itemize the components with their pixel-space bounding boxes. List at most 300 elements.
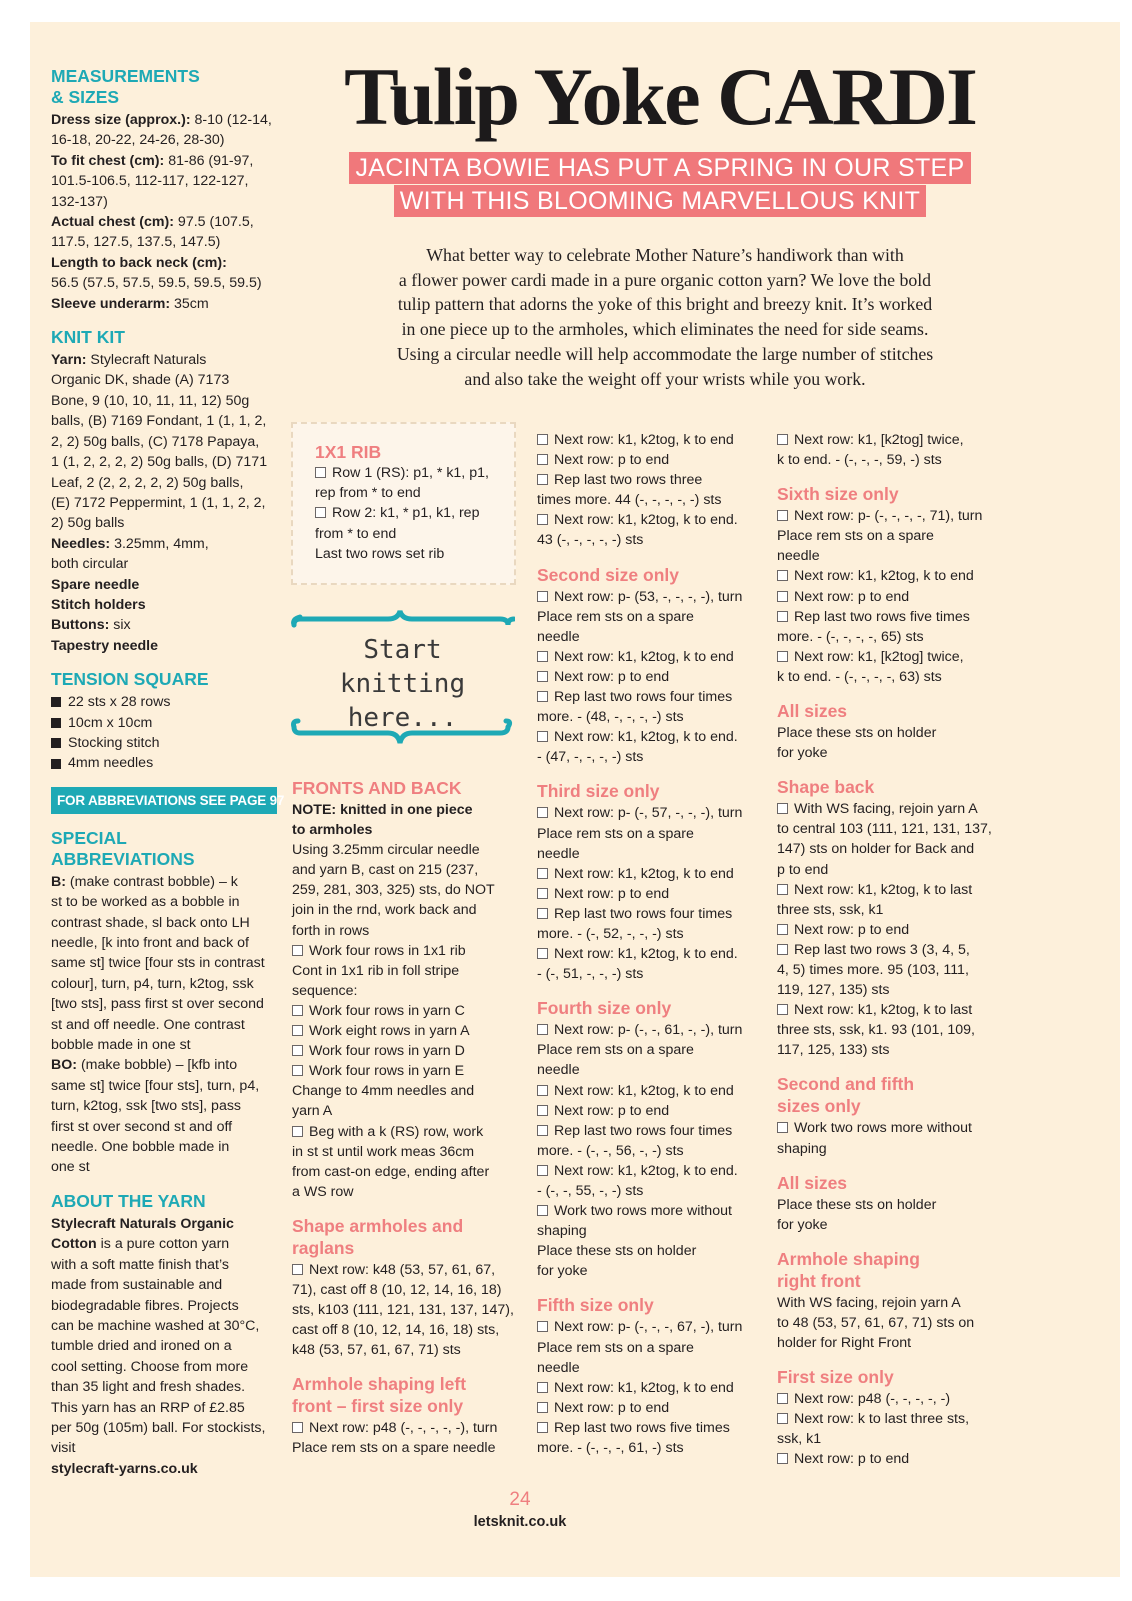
instruction-text: Rep last two rows five times [794, 608, 970, 625]
instruction-text: Work eight rows in yarn A [309, 1023, 470, 1040]
instruction-text: Work two rows more without [794, 1120, 972, 1137]
sidebar-line [51, 1214, 277, 1234]
instruction-line [777, 799, 1017, 819]
instruction-block [537, 1295, 767, 1458]
instruction-text: Next row: p to end [554, 1399, 670, 1416]
instruction-line [777, 980, 1017, 1000]
instruction-text: Place rem sts on a spare [537, 608, 694, 625]
instruction-line [537, 510, 767, 530]
sidebar-line [51, 872, 277, 892]
checkbox-icon[interactable] [537, 434, 548, 445]
instruction-block [777, 777, 1017, 1060]
line-text: 81-86 (91-97, [164, 152, 254, 169]
checkbox-icon[interactable] [537, 868, 548, 879]
instruction-line [537, 1241, 767, 1261]
instruction-line [537, 1358, 767, 1378]
instruction-line [777, 627, 1017, 647]
instruction-block [777, 701, 1017, 763]
checkbox-icon[interactable] [777, 434, 788, 445]
instruction-line [537, 470, 767, 490]
instruction-text: Next row: p to end [554, 668, 670, 685]
line-text: both circular [51, 556, 129, 573]
section-heading: right front [777, 1270, 861, 1291]
instruction-block [292, 1216, 522, 1360]
checkbox-icon[interactable] [292, 1065, 303, 1076]
line-text: colour], turn, p4, turn, k2tog, ssk [51, 975, 254, 992]
sidebar-line [51, 1357, 277, 1377]
instruction-text: holder for Right Front [777, 1335, 912, 1351]
line-text: Bone, 9 (10, 10, 11, 11, 12) 50g [51, 392, 250, 409]
instruction-line [777, 430, 1017, 450]
instruction-line [777, 723, 1017, 743]
checkbox-icon[interactable] [537, 1165, 548, 1176]
sidebar-line [51, 595, 277, 615]
instruction-text: - (47, -, -, -, -) sts [537, 749, 644, 766]
instruction-text: Work four rows in yarn C [309, 1002, 465, 1019]
sidebar-line [51, 493, 277, 513]
tension-item [51, 753, 277, 773]
instruction-text: needle [537, 1062, 580, 1079]
instruction-text: Place rem sts on a spare [537, 1339, 694, 1356]
about-yarn-section [51, 1191, 277, 1479]
instruction-text: to 48 (53, 57, 61, 67, 71) sts on [777, 1314, 975, 1331]
instruction-text: 4, 5) times more. 95 (103, 111, [777, 961, 969, 978]
sidebar-line [51, 1296, 277, 1316]
instruction-text: Next row: p48 (-, -, -, -, -), turn [309, 1420, 498, 1437]
instruction-line [777, 880, 1017, 900]
instruction-text: Rep last two rows four times [554, 1122, 733, 1139]
tension-section [51, 669, 277, 774]
instruction-line [292, 941, 522, 961]
line-text: is a pure cotton yarn [96, 1236, 230, 1253]
checkbox-icon[interactable] [537, 1321, 548, 1332]
instruction-line [777, 839, 1017, 859]
instruction-line [537, 727, 767, 747]
start-line: Start [363, 635, 442, 665]
instruction-line [537, 1181, 767, 1201]
sidebar-line [51, 1275, 277, 1295]
checkbox-icon[interactable] [537, 1205, 548, 1216]
sidebar-line [51, 171, 277, 191]
instruction-text: k to end. - (-, -, -, 59, -) sts [777, 452, 942, 469]
instruction-line [537, 707, 767, 727]
instruction-line [315, 483, 514, 503]
instruction-text: Next row: k1, k2tog, k to last [794, 1002, 973, 1019]
line-text: Stylecraft Naturals [86, 352, 207, 369]
sidebar-line [51, 1438, 277, 1458]
instruction-line [777, 506, 1017, 526]
intro-paragraph [335, 243, 995, 391]
instruction-text: more. - (-, 52, -, -, -) sts [537, 925, 684, 942]
instruction-block [537, 998, 767, 1281]
sidebar [51, 66, 285, 1492]
instruction-block [777, 1173, 1017, 1235]
bold-label: Stitch holders [51, 596, 146, 613]
checkbox-icon[interactable] [537, 888, 548, 899]
instruction-line [537, 450, 767, 470]
instruction-line [777, 1139, 1017, 1159]
instruction-line [537, 844, 767, 864]
abbreviations-notice: FOR ABBREVIATIONS SEE PAGE 97 [51, 787, 277, 814]
start-line: knitting [339, 669, 466, 699]
instruction-text: Next row: p- (-, 57, -, -, -), turn [554, 805, 743, 822]
knit-kit-lines [51, 350, 277, 656]
knit-kit-heading: KNIT KIT [51, 327, 125, 348]
instruction-line [292, 1001, 522, 1021]
instruction-text: ssk, k1 [777, 1431, 822, 1448]
checkbox-icon[interactable] [537, 1422, 548, 1433]
bold-label: Dress size (approx.): [51, 112, 191, 128]
sidebar-line [51, 1076, 277, 1096]
sidebar-line [51, 513, 277, 533]
instruction-text: more. - (48, -, -, -, -) sts [537, 709, 684, 726]
checkbox-icon[interactable] [292, 1005, 303, 1016]
line-text: st to be worked as a bobble in [51, 894, 240, 911]
bold-label: Actual chest (cm): [51, 214, 174, 231]
instruction-text: Rep last two rows five times [554, 1419, 730, 1436]
square-bullet-icon [51, 738, 61, 748]
checkbox-icon[interactable] [777, 1122, 788, 1133]
tension-heading: TENSION SQUARE [51, 669, 209, 690]
checkbox-icon[interactable] [777, 884, 788, 895]
checkbox-icon[interactable] [777, 1453, 788, 1464]
checkbox-icon[interactable] [777, 651, 788, 662]
instruction-line [292, 921, 522, 941]
sidebar-line [51, 933, 277, 953]
line-text: same st] twice [four sts], turn, p4, [51, 1077, 260, 1094]
checkbox-icon[interactable] [537, 454, 548, 465]
checkbox-icon[interactable] [315, 507, 326, 518]
instruction-text: Next row: k to last three sts, [794, 1411, 970, 1428]
checkbox-icon[interactable] [537, 1105, 548, 1116]
checkbox-icon[interactable] [537, 671, 548, 682]
instruction-block [537, 430, 767, 551]
checkbox-icon[interactable] [292, 1422, 303, 1433]
instruction-line [537, 1040, 767, 1060]
sidebar-line [51, 1157, 277, 1177]
instruction-line [292, 1162, 522, 1182]
instruction-line [777, 940, 1017, 960]
start-knitting-text [290, 633, 515, 735]
instruction-line [537, 1020, 767, 1040]
tension-item-text: Stocking stitch [68, 734, 160, 751]
instruction-line [537, 647, 767, 667]
checkbox-icon[interactable] [777, 611, 788, 622]
line-text: 8-10 (12-14, [190, 112, 272, 128]
instruction-line [292, 1081, 522, 1101]
checkbox-icon[interactable] [537, 807, 548, 818]
sidebar-line [51, 615, 277, 635]
instruction-line [777, 587, 1017, 607]
instruction-text: Next row: k1, [k2tog] twice, [794, 648, 964, 665]
instruction-line [537, 1261, 767, 1281]
instruction-line [537, 1398, 767, 1418]
bold-label: Sleeve underarm: [51, 295, 171, 312]
checkbox-icon[interactable] [777, 1004, 788, 1015]
instruction-text: Next row: k1, [k2tog] twice, [794, 432, 964, 448]
instruction-text: Next row: p48 (-, -, -, -, -) [794, 1391, 951, 1408]
page-title: Tulip Yoke CARDI [344, 51, 976, 142]
checkbox-icon[interactable] [537, 474, 548, 485]
line-text: (make contrast bobble) – k [65, 873, 238, 890]
instruction-line [537, 1141, 767, 1161]
sidebar-line [51, 1117, 277, 1137]
sidebar-line [51, 1055, 277, 1075]
instruction-text: Next row: p- (-, -, 61, -, -), turn [554, 1022, 743, 1039]
instruction-line [292, 1438, 522, 1458]
bold-label: Length to back neck (cm): [51, 254, 227, 271]
checkbox-icon[interactable] [537, 1382, 548, 1393]
instruction-line [292, 1260, 522, 1280]
sidebar-line [51, 1035, 277, 1055]
instruction-line [777, 1040, 1017, 1060]
instruction-line [777, 607, 1017, 627]
instruction-line [777, 1333, 1017, 1353]
instruction-text: Next row: p- (-, -, -, 67, -), turn [554, 1319, 743, 1336]
instruction-text: needle [537, 845, 580, 862]
section-heading: All sizes [777, 701, 848, 722]
sidebar-line [51, 110, 277, 130]
instruction-line [537, 1121, 767, 1141]
sidebar-line [51, 1459, 277, 1479]
instruction-line [537, 1161, 767, 1181]
instruction-line [292, 1280, 522, 1300]
sidebar-line [51, 1234, 277, 1254]
instruction-line [292, 1021, 522, 1041]
instruction-line [777, 1195, 1017, 1215]
checkbox-icon[interactable] [537, 731, 548, 742]
checkbox-icon[interactable] [315, 467, 326, 478]
instruction-line [537, 530, 767, 550]
about-yarn-heading: ABOUT THE YARN [51, 1190, 206, 1211]
sidebar-line [51, 253, 277, 273]
instruction-text: Next row: p- (-, -, -, -, 71), turn [794, 508, 983, 525]
instruction-text: Beg with a k (RS) row, work [309, 1123, 484, 1140]
instruction-line [777, 526, 1017, 546]
checkbox-icon[interactable] [537, 651, 548, 662]
checkbox-icon[interactable] [777, 591, 788, 602]
section-heading: Third size only [537, 781, 660, 802]
instruction-text: 259, 281, 303, 325) sts, do NOT [292, 882, 495, 899]
checkbox-icon[interactable] [292, 1025, 303, 1036]
instruction-line [292, 1122, 522, 1142]
instruction-block [777, 1249, 1017, 1353]
instructions-column-3 [537, 430, 767, 1472]
section-heading: Shape armholes and [292, 1215, 464, 1236]
instruction-line [537, 490, 767, 510]
instruction-line [537, 1338, 767, 1358]
sidebar-line [51, 192, 277, 212]
instruction-text: needle [537, 628, 580, 645]
instruction-text: Rep last two rows 3 (3, 4, 5, [794, 941, 970, 958]
instruction-text: to armholes [292, 822, 373, 839]
checkbox-icon[interactable] [777, 1393, 788, 1404]
start-line: here... [347, 703, 458, 733]
line-text: 16-18, 20-22, 24-26, 28-30) [51, 132, 225, 149]
instruction-line [537, 1378, 767, 1398]
measurements-lines [51, 110, 277, 314]
instruction-line [537, 884, 767, 904]
instruction-text: Work two rows more without [554, 1203, 732, 1220]
instruction-text: for yoke [777, 1216, 828, 1233]
instruction-line [292, 1142, 522, 1162]
line-text: (E) 7172 Peppermint, 1 (1, 1, 2, 2, [51, 494, 266, 511]
instruction-text: in st st until work meas 36cm [292, 1143, 475, 1160]
tension-item-text: 10cm x 10cm [68, 714, 153, 731]
instruction-text: 117, 125, 133) sts [777, 1042, 890, 1059]
square-bullet-icon [51, 718, 61, 728]
line-text: turn, k2tog, ssk [two sts], pass [51, 1098, 242, 1115]
checkbox-icon[interactable] [537, 591, 548, 602]
instruction-line [537, 864, 767, 884]
section-heading: First size only [777, 1367, 894, 1388]
checkbox-icon[interactable] [777, 570, 788, 581]
heading-line: & SIZES [51, 87, 120, 107]
instruction-line [777, 1389, 1017, 1409]
sidebar-line [51, 1398, 277, 1418]
instruction-line [777, 920, 1017, 940]
heading-line: SPECIAL [51, 827, 127, 848]
sidebar-line [51, 130, 277, 150]
line-text: 56.5 (57.5, 57.5, 59.5, 59.5, 59.5) [51, 275, 262, 292]
instruction-line [537, 607, 767, 627]
intro-line: and also take the weight off your wrists while you work. [464, 368, 866, 389]
line-text: cool setting. Choose from more [51, 1358, 249, 1375]
instruction-text: Place rem sts on a spare needle [292, 1440, 496, 1457]
sidebar-line [51, 554, 277, 574]
instruction-text: 71), cast off 8 (10, 12, 14, 16, 18) [292, 1281, 502, 1298]
line-text: contrast shade, sl back onto LH [51, 914, 250, 931]
sidebar-line [51, 575, 277, 595]
instruction-line [537, 747, 767, 767]
bold-label: stylecraft-yarns.co.uk [51, 1460, 198, 1477]
sidebar-line [51, 974, 277, 994]
instruction-text: Next row: p to end [794, 588, 910, 605]
section-heading: All sizes [777, 1172, 848, 1193]
instruction-text: 147) sts on holder for Back and [777, 841, 975, 858]
instruction-text: Next row: p to end [554, 1102, 670, 1119]
instruction-text: forth in rows [292, 922, 370, 939]
sidebar-line [51, 452, 277, 472]
instruction-text: Next row: k1, k2tog, k to end [554, 1379, 734, 1396]
instruction-text: Work four rows in 1x1 rib [309, 942, 466, 959]
instruction-line [537, 1317, 767, 1337]
checkbox-icon[interactable] [292, 1126, 303, 1137]
checkbox-icon[interactable] [537, 908, 548, 919]
instruction-line [292, 981, 522, 1001]
checkbox-icon[interactable] [777, 803, 788, 814]
checkbox-icon[interactable] [292, 1264, 303, 1275]
line-text: st and off needle. One contrast [51, 1016, 245, 1033]
instruction-text: shaping [777, 1140, 827, 1157]
checkbox-icon[interactable] [777, 944, 788, 955]
instruction-line [292, 1041, 522, 1061]
sidebar-line [51, 350, 277, 370]
sidebar-line [51, 232, 277, 252]
rib-lines [315, 463, 514, 564]
instruction-text: Row 1 (RS): p1, * k1, p1, [332, 465, 489, 481]
line-text: bobble made in one st [51, 1037, 191, 1054]
line-text: visit [51, 1440, 76, 1457]
instruction-text: needle [777, 548, 820, 565]
checkbox-icon[interactable] [537, 514, 548, 525]
line-text: per 50g (105m) ball. For stockists, [51, 1419, 266, 1436]
checkbox-icon[interactable] [537, 1024, 548, 1035]
instruction-line [777, 1449, 1017, 1469]
intro-line: a flower power cardi made in a pure organic cotton yarn? We love the bold [398, 269, 932, 290]
sidebar-line [51, 432, 277, 452]
bold-label: Buttons: [51, 617, 110, 634]
instruction-text: Rep last two rows four times [554, 905, 733, 922]
line-text: balls, (B) 7169 Fondant, 1 (1, 1, 2, [51, 413, 267, 430]
rib-box [291, 422, 516, 585]
special-abbreviations-section [51, 828, 277, 1178]
heading-line: MEASUREMENTS [51, 66, 200, 86]
instruction-line [777, 819, 1017, 839]
checkbox-icon[interactable] [777, 510, 788, 521]
line-text: made from sustainable and [51, 1277, 223, 1294]
instruction-block [292, 778, 522, 1202]
instruction-text: Next row: p to end [554, 885, 670, 902]
instruction-line [292, 820, 522, 840]
instruction-text: Next row: k1, k2tog, k to end. [554, 512, 738, 529]
instruction-text: Next row: k1, k2tog, k to end [554, 432, 734, 448]
instruction-line [537, 1060, 767, 1080]
instruction-text: Place rem sts on a spare [537, 1042, 694, 1059]
instruction-text: sequence: [292, 982, 358, 999]
sidebar-line [51, 1336, 277, 1356]
checkbox-icon[interactable] [537, 1402, 548, 1413]
instructions-column-2 [292, 778, 522, 1473]
instruction-text: Place these sts on holder [777, 725, 937, 742]
checkbox-icon[interactable] [537, 691, 548, 702]
instruction-line [292, 900, 522, 920]
about-yarn-lines [51, 1214, 277, 1479]
sidebar-line [51, 953, 277, 973]
instruction-block [777, 484, 1017, 687]
instruction-text: Rep last two rows three [554, 472, 703, 489]
rib-heading: 1X1 RIB [315, 442, 382, 462]
checkbox-icon[interactable] [292, 945, 303, 956]
checkbox-icon[interactable] [777, 924, 788, 935]
instruction-block [537, 565, 767, 768]
instruction-line [777, 960, 1017, 980]
instruction-line [777, 1118, 1017, 1138]
line-text: than 35 light and fresh shades. [51, 1379, 246, 1396]
section-heading: FRONTS AND BACK [292, 778, 462, 798]
instruction-text: join in the rnd, work back and [292, 902, 477, 919]
instruction-text: Change to 4mm needles and [292, 1083, 475, 1100]
instruction-line [537, 1081, 767, 1101]
instruction-text: Using 3.25mm circular needle [292, 842, 480, 859]
checkbox-icon[interactable] [537, 948, 548, 959]
checkbox-icon[interactable] [537, 1085, 548, 1096]
section-heading: Armhole shaping left [292, 1374, 467, 1395]
instruction-line [292, 880, 522, 900]
instruction-line [315, 463, 514, 483]
checkbox-icon[interactable] [537, 1125, 548, 1136]
line-text: first st over second st and off [51, 1118, 233, 1135]
sidebar-line [51, 1377, 277, 1397]
line-text: [two sts], pass first st over second [51, 996, 264, 1013]
section-heading: Second size only [537, 564, 679, 585]
instruction-line [292, 1101, 522, 1121]
checkbox-icon[interactable] [292, 1045, 303, 1056]
instruction-line [777, 1313, 1017, 1333]
section-heading: Armhole shaping [777, 1248, 920, 1269]
measurements-heading [51, 66, 277, 108]
checkbox-icon[interactable] [777, 1413, 788, 1424]
